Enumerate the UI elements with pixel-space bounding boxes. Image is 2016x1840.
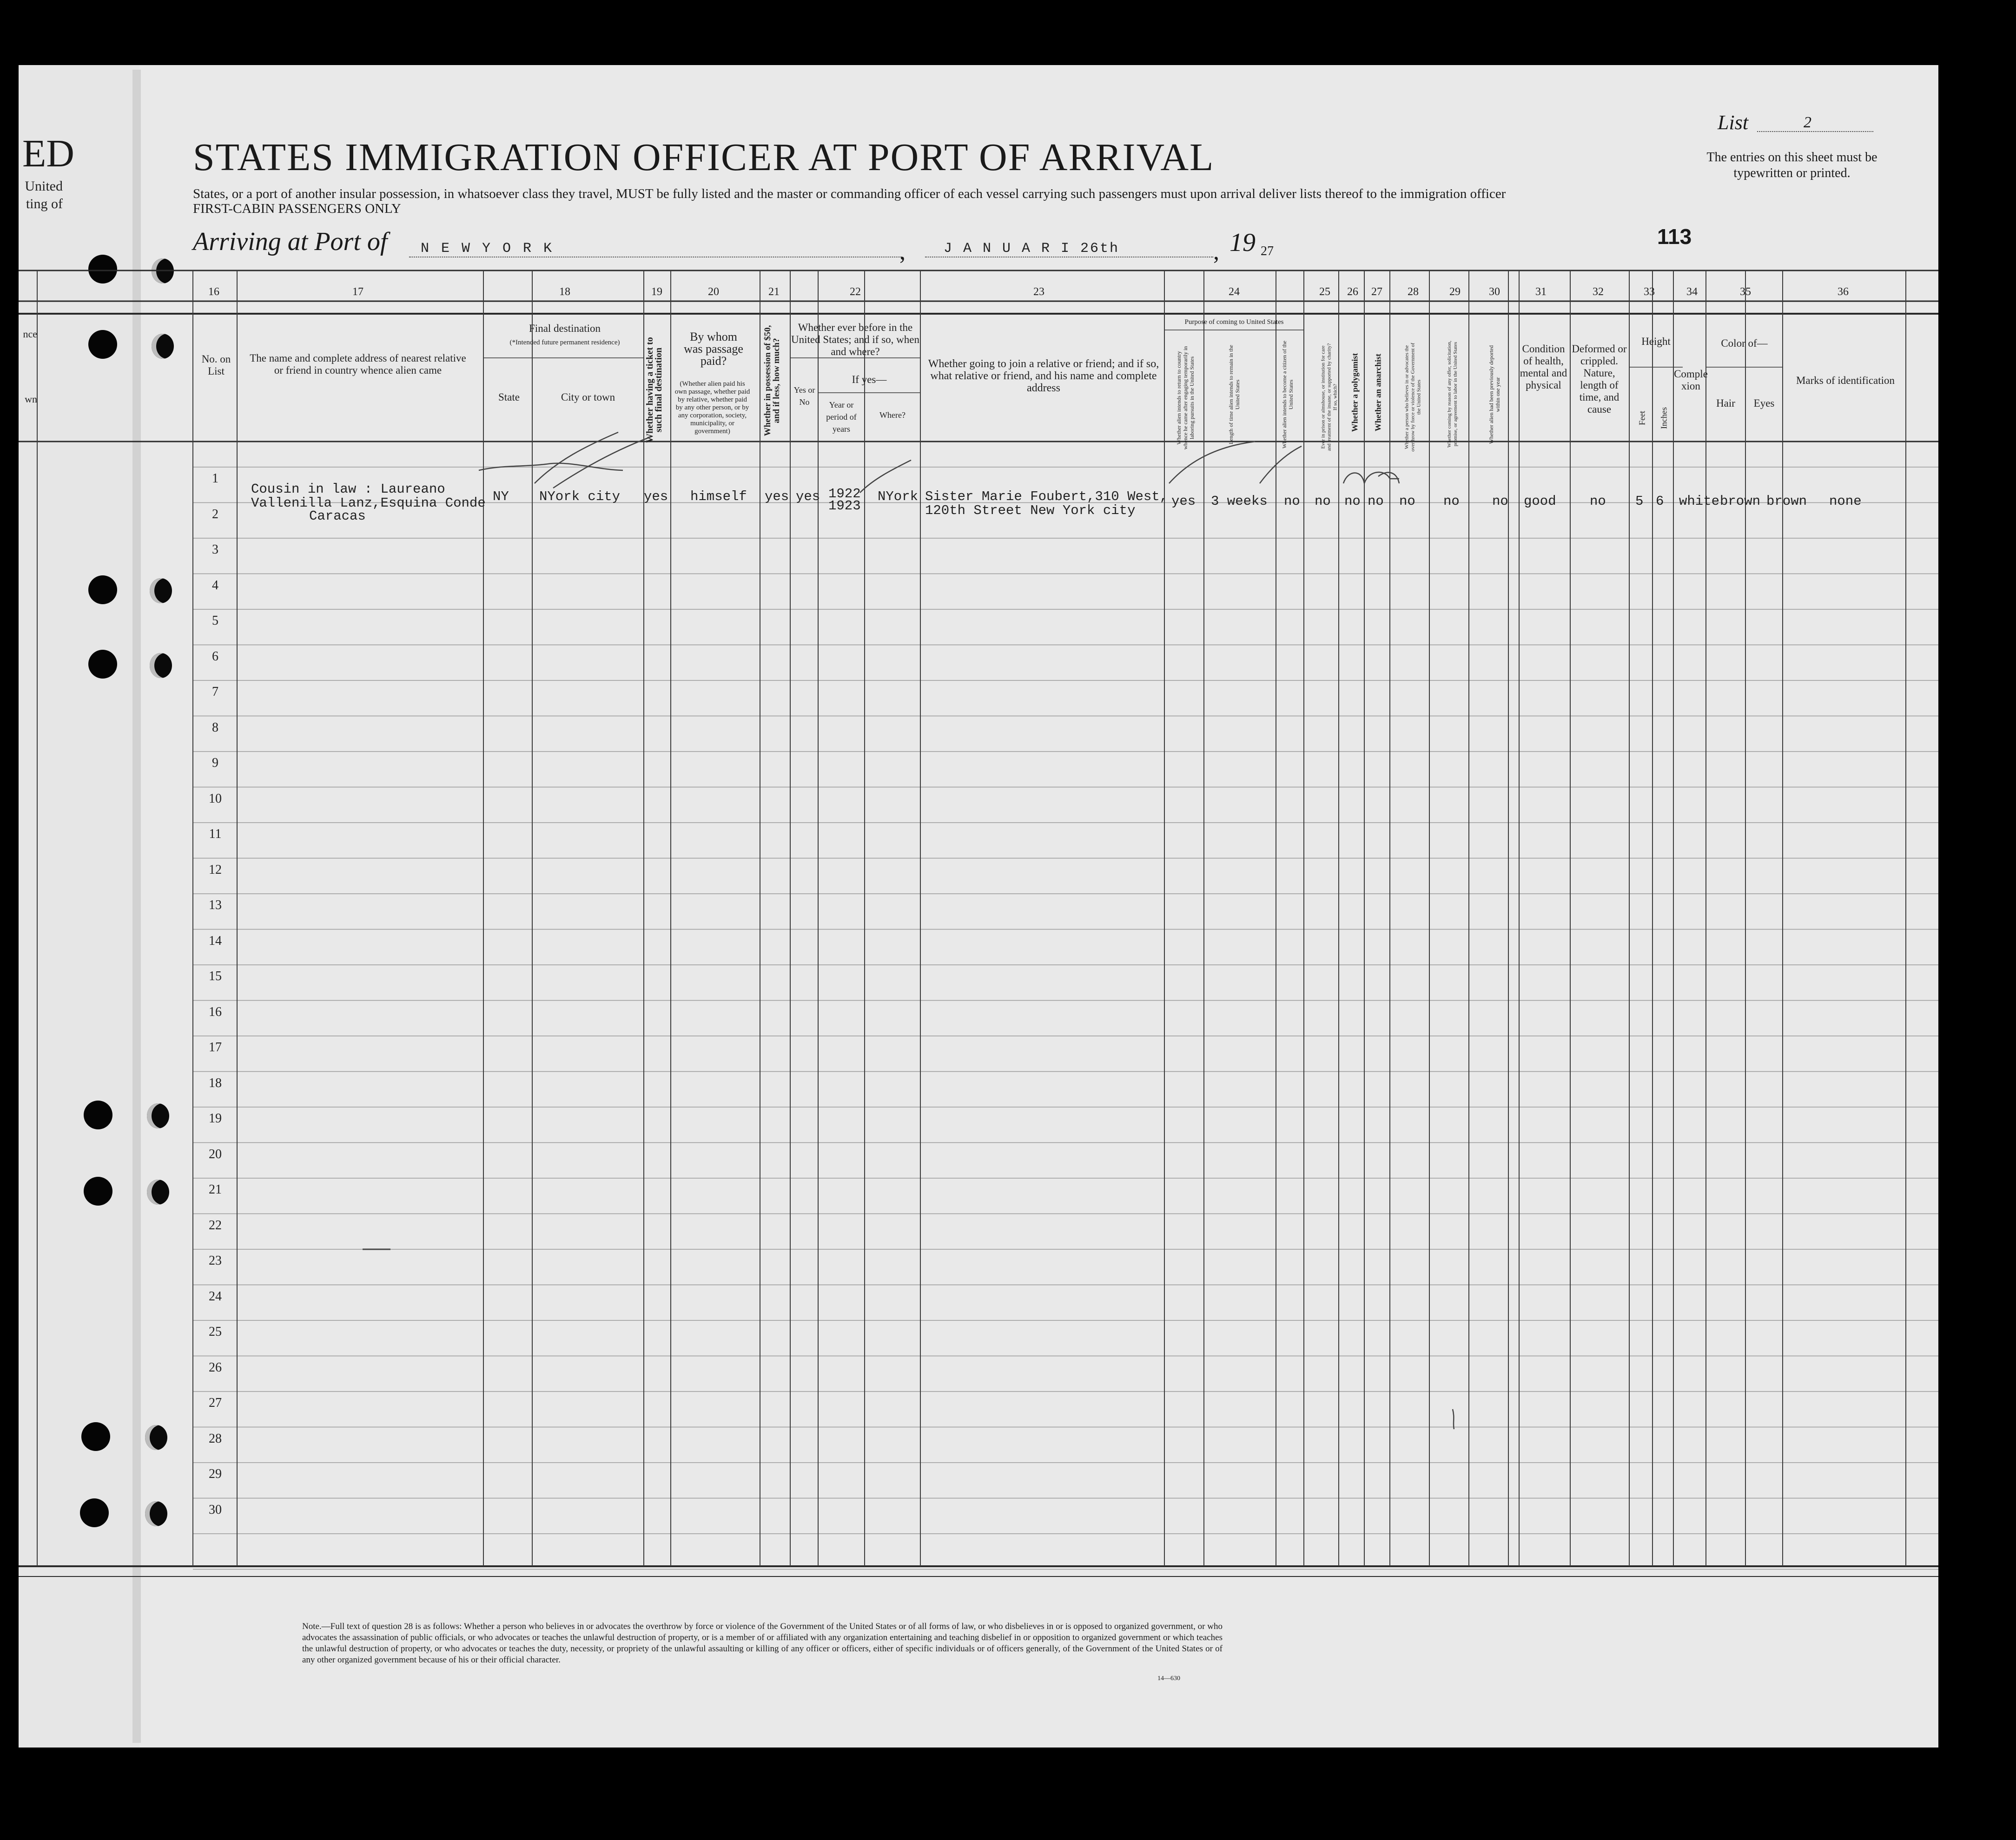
row-number: 10 [209, 791, 222, 806]
entry-before: yes [796, 489, 820, 504]
header-overthrow: Whether a person who believes in or advocates the overthrow by force or violence of the Government of the United States [1404, 343, 1422, 452]
row-number: 30 [209, 1502, 222, 1517]
row-number: 28 [209, 1431, 222, 1446]
page-number: 113 [1657, 224, 1692, 249]
col-number: 18 [559, 286, 570, 298]
header-if-yes: If yes— [852, 374, 887, 385]
year-prefix: 19 [1229, 228, 1256, 257]
row-number: 25 [209, 1325, 222, 1339]
row-number: 21 [209, 1182, 222, 1197]
header-complexion: Complexion [1674, 368, 1708, 392]
header-marks: Marks of identification [1796, 375, 1895, 386]
page-subtitle-2: FIRST-CABIN PASSENGERS ONLY [193, 201, 401, 216]
header-passage-paid: By whom was passage paid? [684, 330, 743, 368]
row-number: 16 [209, 1004, 222, 1019]
row-number: 23 [209, 1253, 222, 1268]
col-number: 20 [708, 286, 719, 298]
col-number: 29 [1449, 286, 1461, 298]
header-years: Year or period of years [826, 400, 857, 434]
row-number: 5 [212, 613, 218, 628]
col-number: 23 [1033, 286, 1044, 298]
footnote: Note.—Full text of question 28 is as follows: Whether a person who believes in or advocates the overthrow by force or violence of the Government of the United States or of all forms of law, or who disbelieves in or is opposed to organized government, or who advocates the assassination of public officials, or who advocates or teaches the unlawful destruction of property, or is a member of or affiliated with any organization entertaining and teaching disbelief in or opposition to organized government or which teaches the unlawful destruction of property, or who advocates or teaches the duty, necessity, or propriety of the unlawful assaulting or killing of any officer or officers, either of specific individuals or of officers generally, of the Government of the United States or of any other organized government because of his or their official character. [302, 1622, 1223, 1665]
col-number: 26 [1347, 286, 1358, 298]
row-number: 4 [212, 578, 218, 593]
row-number: 15 [209, 969, 222, 983]
entry-prison: no [1315, 494, 1331, 509]
header-color-of: Color of— [1721, 337, 1768, 349]
entry-deformed: no [1590, 494, 1606, 509]
row-number: 20 [209, 1147, 222, 1161]
header-polygamist: Whether a polygamist [1350, 353, 1360, 432]
entry-anarchist: no [1368, 494, 1384, 509]
entry-feet: 5 [1635, 494, 1644, 509]
row-number: 19 [209, 1111, 222, 1126]
entry-purpose: yes [1171, 494, 1196, 509]
header-final-destination: Final destination [529, 323, 601, 334]
row-number: 7 [212, 685, 218, 699]
header-purpose-length: Length of time alien intends to remain in the United States [1228, 345, 1241, 444]
row-number: 26 [209, 1360, 222, 1375]
header-deported: Whether alien had been previously deported within one year [1488, 345, 1501, 444]
col-number: 24 [1229, 286, 1240, 298]
col-number: 17 [352, 286, 364, 298]
row-number: 13 [209, 898, 222, 912]
col-number: 28 [1408, 286, 1419, 298]
entry-citizen: no [1284, 494, 1300, 509]
entry-joining-line1: Sister Marie Foubert,310 West, [925, 489, 1168, 504]
header-yes-or-no: Yes or No [793, 385, 815, 407]
entry-marks: none [1829, 494, 1862, 509]
page-title: STATES IMMIGRATION OFFICER AT PORT OF ARRIVAL [193, 136, 1215, 179]
row-number: 22 [209, 1218, 222, 1233]
row-number: 6 [212, 649, 218, 664]
row-number: 17 [209, 1040, 222, 1055]
entry-where: NYork [878, 489, 919, 504]
entry-length: 3 weeks [1211, 494, 1268, 509]
row-number: 3 [212, 542, 218, 557]
col-number: 33 [1644, 286, 1655, 298]
port-value: N E W Y O R K [421, 241, 554, 257]
header-possession-50: Whether in possession of $50, and if less, how much? [763, 325, 781, 436]
header-purpose-return: Whether alien intends to return to country whence he came after engaging temporarily in laboring pursuits in the United States [1176, 346, 1195, 450]
header-passage-note: (Whether alien paid his own passage, whether paid by relative, whether paid by any other person, or by any corporation, society, municipality, or government) [674, 380, 750, 435]
col-number: 34 [1686, 286, 1698, 298]
header-eyes: Eyes [1753, 397, 1775, 409]
typed-note: The entries on this sheet must be typewritten or printed. [1706, 150, 1877, 180]
header-where: Where? [879, 410, 906, 420]
row-number: 9 [212, 756, 218, 770]
entry-relative-line2: Vallenilla Lanz,Esquina Conde [251, 495, 486, 511]
entry-years-2: 1923 [828, 498, 861, 514]
comma: , [1213, 238, 1219, 265]
entry-relative-line3: Caracas [309, 508, 366, 524]
entry-inches: 6 [1656, 494, 1664, 509]
entry-polygamist: no [1344, 494, 1361, 509]
form-code: 14—630 [1157, 1675, 1180, 1682]
page-subtitle: States, or a port of another insular possession, in whatsoever class they travel, MUST be fully listed and the master or commanding officer of each vessel carrying such passengers must upon arrival deliver lists thereof to the immigration officer [193, 186, 1506, 201]
col-number: 16 [208, 286, 219, 298]
col-number: 21 [768, 286, 780, 298]
header-joining-relative: Whether going to join a relative or friend; and if so, what relative or friend, and his name and complete address [928, 358, 1159, 394]
list-value: 2 [1804, 114, 1811, 131]
header-state: State [498, 391, 520, 403]
header-purpose-citizen: Whether alien intends to become a citizen of the United States [1281, 341, 1294, 448]
row-number: 11 [209, 827, 222, 841]
entry-relative-line1: Cousin in law : Laureano [251, 481, 445, 497]
row-number: 1 [212, 471, 218, 486]
header-ticket: Whether having a ticket to such final destination [645, 337, 664, 443]
header-city: City or town [561, 391, 615, 403]
row-number: 8 [212, 720, 218, 735]
year-suffix: 27 [1261, 244, 1274, 258]
header-anarchist: Whether an anarchist [1373, 353, 1383, 432]
row-number: 29 [209, 1467, 222, 1481]
entry-passage: himself [690, 489, 747, 504]
entry-hair: brown [1720, 494, 1761, 509]
header-nearest-relative: The name and complete address of nearest relative or friend in country whence alien came [250, 352, 466, 376]
comma: , [899, 238, 906, 265]
entry-joining-line2: 120th Street New York city [925, 503, 1136, 518]
date-value: J A N U A R I 26th [944, 241, 1120, 257]
col-number: 25 [1319, 286, 1330, 298]
header-final-destination-note: (*Intended future permanent residence) [509, 339, 620, 346]
col-number: 31 [1535, 286, 1547, 298]
left-page-title-fragment: ED [22, 132, 74, 175]
arriving-label: Arriving at Port of [193, 227, 388, 256]
left-page-text: United [25, 178, 63, 194]
header-health: Condition of health, mental and physical [1520, 343, 1567, 391]
row-number: 18 [209, 1075, 222, 1090]
entry-ticket: yes [644, 489, 668, 504]
left-page-text: ting of [26, 196, 63, 211]
entry-years-1: 1922 [828, 486, 861, 501]
row-number: 27 [209, 1396, 222, 1410]
list-label: List [1718, 111, 1749, 134]
entry-city: NYork city [539, 489, 621, 504]
header-feet: Feet [1637, 411, 1647, 425]
entry-complexion: white [1679, 494, 1720, 509]
header-prison: Ever in prison or almshouse, or institution for care and treatment of the insane, or supported by charity? If so, which? [1320, 343, 1338, 451]
col-number: 35 [1740, 286, 1751, 298]
col-number: 36 [1838, 286, 1849, 298]
left-margin-text: wn [25, 393, 37, 405]
header-no-on-list: No. on List [201, 353, 231, 377]
header-deformed: Deformed or crippled. Nature, length of time, and cause [1572, 343, 1627, 415]
header-before-in-us: Whether ever before in the United States; and if so, when and where? [791, 322, 919, 357]
left-margin-text: nce [23, 328, 37, 340]
entry-money: yes [765, 489, 789, 504]
col-number: 30 [1489, 286, 1500, 298]
entry-eyes: brown [1766, 494, 1807, 509]
row-number: 24 [209, 1289, 222, 1304]
col-number: 22 [850, 286, 861, 298]
entry-overthrow: no [1399, 494, 1415, 509]
row-number: 12 [209, 862, 222, 877]
header-hair: Hair [1716, 397, 1735, 409]
col-number: 19 [651, 286, 662, 298]
entry-labor-offer: no [1443, 494, 1460, 509]
header-height: Height [1641, 336, 1671, 347]
header-inches: Inches [1659, 407, 1669, 429]
entry-health: good [1524, 494, 1556, 509]
col-number: 32 [1593, 286, 1604, 298]
col-number: 27 [1371, 286, 1382, 298]
header-purpose: Purpose of coming to United States [1184, 318, 1284, 326]
entry-state: NY [493, 489, 509, 504]
row-number: 2 [212, 507, 218, 521]
entry-deported: no [1492, 494, 1508, 509]
row-number: 14 [209, 933, 222, 948]
header-labor-offer: Whether coming by reason of any offer, solicitation, promise, or agreement to labor in the United States [1447, 341, 1458, 448]
